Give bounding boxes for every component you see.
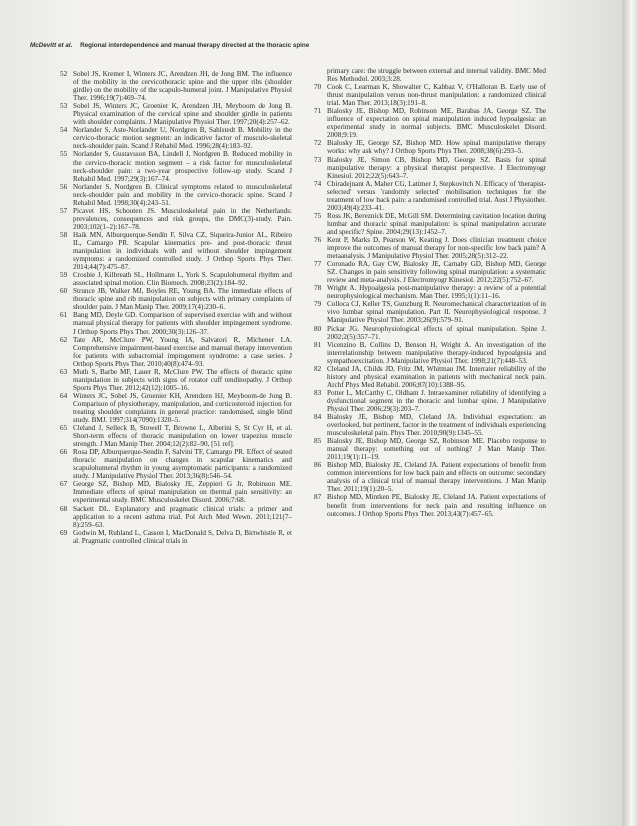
reference-entry — [60, 311, 292, 335]
reference-number: 67 — [60, 480, 68, 489]
reference-text: Sobel JS, Kremer I, Winters JC, Arendzen JH, de Jong BM. The influence of the mobility in the cervicothoracic spine and the upper ribs (shoulder girdle) on the mobility of the scapulo-humeral joint. J Manipulative Physiol Ther. 1996;19(7):469–74. — [73, 70, 292, 103]
reference-entry — [314, 493, 546, 517]
reference-entry — [60, 126, 292, 150]
reference-number: 85 — [314, 437, 322, 446]
reference-number: 55 — [60, 150, 68, 159]
reference-entry — [60, 336, 292, 368]
reference-number: 71 — [314, 107, 322, 116]
reference-text: Coronado RA, Gay CW, Bialosky JE, Carnaby GD, Bishop MD, George SZ. Changes in pain sensitivity following spinal manipulation: a systematic review and meta-analysis. J Electromyogr Kinesiol. 2012;22(5):752–67. — [327, 260, 546, 285]
reference-text: Bishop MD, Bialosky JE, Cleland JA. Patient expectations of benefit from common interventions for low back pain and effects on outcome: secondary analysis of a clinical trial of manual therapy interventions. J Man Manip Ther. 2011;19(1):20–5. — [327, 461, 546, 494]
reference-entry — [314, 300, 546, 324]
reference-text: Sackett DL. Explanatory and pragmatic clinical trials: a primer and application to a recent asthma trial. Pol Arch Med Wewn. 2011;121(7–8):259–63. — [73, 504, 292, 529]
reference-number: 57 — [60, 206, 68, 215]
reference-number: 72 — [314, 139, 322, 148]
reference-number: 53 — [60, 102, 68, 111]
reference-text: Muth S, Barbe MF, Lauer R, McClure PW. The effects of thoracic spine manipulation in subjects with signs of rotator cuff tendinopathy. J Orthop Sports Phys Ther. 2012;42(12):1005–16. — [73, 367, 292, 392]
reference-entry — [314, 139, 546, 155]
reference-text: George SZ, Bishop MD, Bialosky JE, Zeppieri G Jr, Robinson ME. Immediate effects of spinal manipulation on thermal pain sensitivity: an experimental study. BMC Musculoskelet Disord. 2006;7:68. — [73, 480, 292, 505]
reference-number: 82 — [314, 364, 322, 373]
reference-entry — [60, 207, 292, 231]
reference-text: Bialosky JE, Bishop MD, Robinson ME, Barabas JA, George SZ. The influence of expectation on spinal manipulation induced hypoalgesia: an experimental study in normal subjects. BMC Musculoskelet Disord. 2008;9:19. — [327, 107, 546, 140]
reference-text: Bialosky JE, Bishop MD, George SZ, Robinson ME. Placebo response to manual therapy: something out of nothing? J Man Manip Ther. 2011;19(1):11–19. — [327, 437, 546, 462]
reference-entry — [60, 505, 292, 529]
reference-entry — [60, 368, 292, 392]
reference-number: 75 — [314, 211, 322, 220]
reference-text: Cleland J, Selleck B, Stowell T, Browne L, Alberini S, St Cyr H, et al. Short-term effects of thoracic manipulation on lower trapezius muscle strength. J Man Manip Ther. 2004;12(2):82–90, [51 ref]. — [73, 424, 292, 449]
reference-entry — [60, 480, 292, 504]
reference-text: Bialosky JE, George SZ, Bishop MD. How spinal manipulative therapy works: why ask why? J Orthop Sports Phys Ther. 2008;38(6):293–5. — [327, 139, 546, 156]
reference-number: 54 — [60, 126, 68, 135]
header-title: Regional interdependence and manual therapy directed at the thoracic spine — [80, 42, 310, 49]
reference-entry — [314, 67, 546, 83]
reference-text: Kent P, Marks D, Pearson W, Keating J. Does clinician treatment choice improve the outcomes of manual therapy for non-specific low back pain? A metaanalysis. J Manipulative Physiol Ther. 2005;28(5):312–22. — [327, 235, 546, 261]
reference-text: Rosa DP, Alburquerque-Sendín F, Salvini TF, Camargo PR. Effect of seated thoracic manipulation on changes in scapular kinematics and scapulohumeral rhythm in young asymptomatic participants: a randomized study. J Manipulative Physiol Ther. 2013;36(8):546–54. — [73, 448, 292, 481]
reference-text: Tate AR, McClure PW, Young IA, Salvatori R, Michener LA. Comprehensive impairment-based exercise and manual therapy intervention for patients with subacromial impingement syndrome: a case series. J Orthop Sports Phys Ther. 2010;40(8):474–93. — [73, 335, 292, 368]
reference-text: Winters JC, Sobel JS, Groenier KH, Arendzen HJ, Meyboom-de Jong B. Comparison of physiotherapy, manipulation, and corticosteroid injection for treating shoulder complaints in general practice: randomised, single blind study. BMJ. 1997;314(7090):1320–5. — [73, 391, 292, 425]
reference-number: 65 — [60, 424, 68, 433]
reference-text: Sobel JS, Winters JC, Groenier K, Arendzen JH, Meyboom de Jong B. Physical examination of the cervical spine and shoulder girdle in patients with shoulder complaints. J Manipulative Physiol Ther. 1997;20(4):257–62. — [73, 102, 292, 127]
reference-entry — [60, 448, 292, 480]
reference-entry — [60, 183, 292, 207]
reference-number: 60 — [60, 287, 68, 296]
reference-number: 62 — [60, 335, 68, 344]
running-header — [30, 42, 590, 49]
reference-number: 58 — [60, 230, 68, 239]
page-binding-edge — [622, 0, 638, 826]
reference-number: 63 — [60, 367, 68, 376]
reference-number: 78 — [314, 284, 322, 293]
reference-number: 76 — [314, 235, 322, 244]
reference-entry — [314, 284, 546, 300]
reference-entry — [314, 260, 546, 284]
reference-entry — [314, 413, 546, 437]
reference-number: 66 — [60, 448, 68, 457]
reference-entry — [314, 437, 546, 461]
reference-text: Bialosky JE, Bishop MD, Cleland JA. Individual expectation: an overlooked, but pertinent, factor in the treatment of individuals experiencing musculoskeletal pain. Phys Ther. 2010;90(9):1345–55. — [327, 413, 546, 438]
reference-number: 81 — [314, 340, 322, 349]
reference-text: Norlander S, Nordgren B. Clinical symptoms related to musculoskeletal neck-shoulder pain and mobility in the cervico-thoracic spine. Scand J Rehabil Med. 1998;30(4):243–51. — [73, 182, 292, 207]
reference-text: Bishop MD, Mintken PE, Bialosky JE, Cleland JA. Patient expectations of benefit from interventions for neck pain and resulting influence on outcomes. J Orthop Sports Phys Ther. 2013;43(7):457–65. — [327, 493, 546, 518]
reference-number: 79 — [314, 300, 322, 309]
reference-text: Picavet HS, Schouten JS. Musculoskeletal pain in the Netherlands: prevalences, consequences and risk groups, the DMC(3)-study. Pain. 2003;102(1–2):167–78. — [73, 206, 292, 231]
reference-text: Bialosky JE, Simon CB, Bishop MD, George SZ. Basis for spinal manipulative therapy: a physical therapist perspective. J Electromyogr Kinesiol. 2012;22(5):643–7. — [327, 155, 546, 180]
reference-entry — [314, 107, 546, 139]
reference-text: primary care: the struggle between external and internal validity. BMC Med Res Methodol. 2003;3:28. — [327, 67, 546, 84]
reference-entry — [314, 212, 546, 236]
reference-entry — [314, 236, 546, 260]
reference-number: 64 — [60, 391, 68, 400]
reference-entry — [314, 325, 546, 341]
reference-number: 52 — [60, 70, 68, 78]
reference-entry — [60, 150, 292, 182]
reference-text: Pickar JG. Neurophysiological effects of spinal manipulation. Spine J. 2002;2(5):357–71. — [327, 324, 546, 341]
reference-text: Cook C, Learman K, Showalter C, Kabbaz V, O'Halloran B. Early use of thrust manipulation versus non-thrust manipulation: a randomized clinical trial. Man Ther. 2013;18(3):191–8. — [327, 83, 546, 108]
reference-entry — [314, 365, 546, 389]
reference-text: Norlander S, Aste-Norlander U, Nordgren B, Sahlstedt B. Mobility in the cervico-thoracic motion segment: an indicative factor of musculo-skeletal neck-shoulder pain. Scand J Rehabil Med. 1996;28(4):183–92. — [73, 126, 292, 151]
reference-number: 84 — [314, 413, 322, 422]
reference-number: 74 — [314, 179, 322, 188]
reference-text: Ross JK, Bereznick DE, McGill SM. Determining cavitation location during lumbar and thoracic spinal manipulation: is spinal manipulation accurate and specific? Spine. 2004;29(13):1452–7. — [327, 211, 546, 236]
reference-entry — [314, 83, 546, 107]
reference-number: 87 — [314, 493, 322, 502]
reference-number: 59 — [60, 271, 68, 280]
reference-text: Chiradejnant A, Maher CG, Latimer J, Stepkovitch N. Efficacy of 'therapist-selected' versus 'randomly selected' mobilisation techniques for the treatment of low back pain: a randomised controlled trial. Aust J Physiother. 2003;49(4):233–41. — [327, 179, 546, 212]
reference-text: Wright A. Hypoalgesia post-manipulative therapy: a review of a potential neurophysiological mechanism. Man Ther. 1995;1(1):11–16. — [327, 284, 546, 301]
reference-entry — [314, 461, 546, 493]
header-authors: McDevitt et al. — [30, 42, 73, 49]
reference-number: 73 — [314, 155, 322, 164]
reference-number: 69 — [60, 528, 68, 537]
reference-text: Norlander S, Gustavsson BA, Lindell J, Nordgren B. Reduced mobility in the cervico-thoracic motion segment – a risk factor for musculoskeletal neck-shoulder pain: a two-year prospective follow-up study. Scand J Rehabil Med. 1997;29(3):167–74. — [73, 150, 292, 183]
reference-entry — [60, 287, 292, 311]
reference-entry — [60, 529, 292, 545]
reference-text: Colloca CJ, Keller TS, Gunzburg R. Neuromechanical characterization of in vivo lumbar spinal manipulation. Part II. Neurophysiological response. J Manipulative Physiol Ther. 2003;26(9):579–91. — [327, 300, 546, 325]
reference-entry — [60, 424, 292, 448]
reference-entry — [314, 341, 546, 365]
reference-entry — [60, 231, 292, 271]
reference-column-left — [60, 70, 292, 545]
reference-text: Vicenzino B, Collins D, Benson H, Wright A. An investigation of the interrelationship between manipulative therapy-induced hypoalgesia and sympathoexcitation. J Manipulative Physiol Ther. 1998;21(7):448–53. — [327, 340, 546, 365]
reference-number: 83 — [314, 388, 322, 397]
reference-number: 61 — [60, 311, 68, 320]
reference-entry — [60, 70, 292, 102]
reference-text: Bang MD, Deyle GD. Comparison of supervised exercise with and without manual physical therapy for patients with shoulder impingement syndrome. J Orthop Sports Phys Ther. 2000;30(3):126–37. — [73, 311, 292, 336]
reference-number: 68 — [60, 504, 68, 513]
reference-entry — [314, 180, 546, 212]
reference-entry — [314, 156, 546, 180]
reference-entry — [60, 271, 292, 287]
reference-entry — [60, 392, 292, 424]
reference-entry — [314, 389, 546, 413]
reference-text: Potter L, McCarthy C, Oldham J. Intraexaminer reliability of identifying a dysfunctional segment in the thoracic and lumbar spine. J Manipulative Physiol Ther. 2006;29(3):203–7. — [327, 388, 546, 413]
reference-text: Crosbie J, Kilbreath SL, Hollmann L, York S. Scapulohumeral rhythm and associated spinal motion. Clin Biomech. 2008;23(2):184–92. — [73, 271, 292, 288]
reference-entry — [60, 102, 292, 126]
reference-number: 70 — [314, 83, 322, 92]
reference-text: Cleland JA, Childs JD, Fritz JM, Whitman JM. Interrater reliability of the history and physical examination in patients with mechanical neck pain. Archf Phys Med Rehabil. 2006;87(10):1388–95. — [327, 364, 546, 389]
reference-number: 77 — [314, 260, 322, 269]
reference-text: Strunce JB, Walker MJ, Boyles RE, Young BA. The immediate effects of thoracic spine and rib manipulation on subjects with primary complaints of shoulder pain. J Man Manip Ther. 2009;17(4):230–6. — [73, 287, 292, 312]
reference-number: 56 — [60, 182, 68, 191]
reference-number: 80 — [314, 324, 322, 333]
reference-text: Haik MN, Alburquerque-Sendín F, Silva CZ, Siqueira-Junior AL, Ribeiro IL, Camargo PR. Scapular kinematics pre- and post-thoracic thrust manipulation in individuals with and without shoulder impingement symptoms: a randomized controlled study. J Orthop Sports Phys Ther. 2014;44(7):475–87. — [73, 230, 292, 272]
reference-column-right — [314, 67, 546, 518]
reference-text: Godwin M, Ruhland L, Casson I, MacDonald S, Delva D, Birtwhistle R, et al. Pragmatic controlled clinical trials in — [73, 528, 292, 545]
reference-number: 86 — [314, 461, 322, 470]
